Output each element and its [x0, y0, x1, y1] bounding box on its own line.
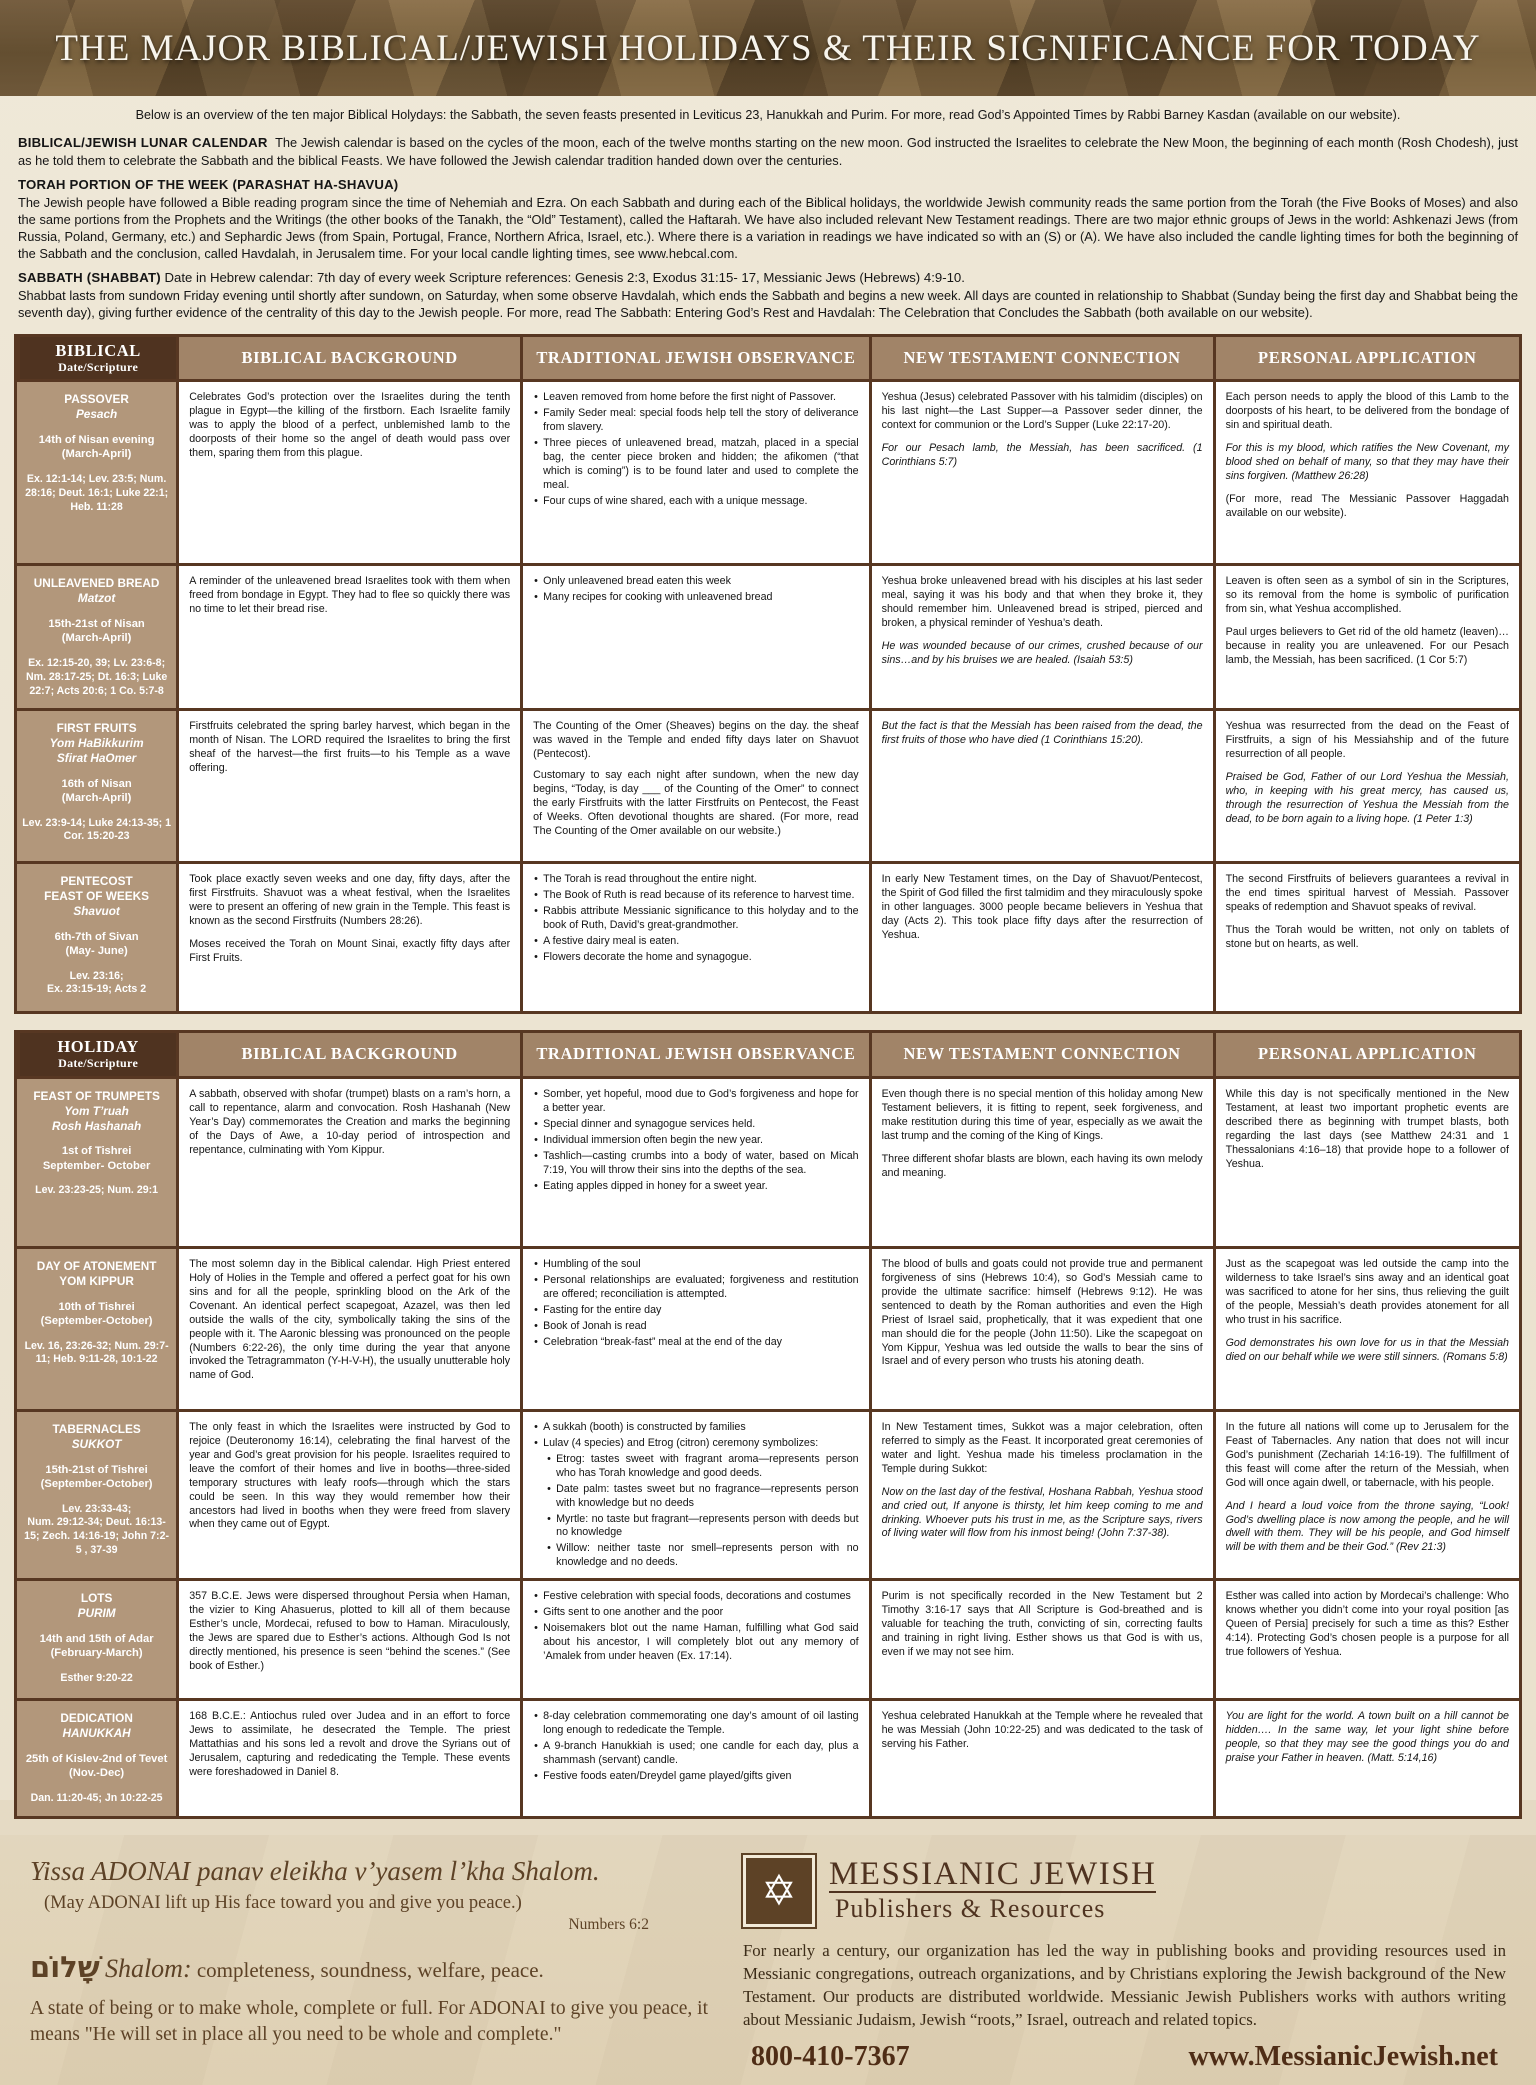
cell-new-testament-connection — [869, 379, 1213, 563]
cell-jewish-observance — [520, 708, 868, 861]
observance-item: • Celebration “break-fast” meal at the end of the day — [533, 1336, 858, 1350]
holiday-name: FEAST OF WEEKS — [44, 889, 149, 904]
holiday-row-pentecost — [17, 861, 1519, 1011]
shalom-paragraph: A state of being or to make whole, complete or full. For ADONAI to give you peace, it means "He will set in place all you need to be whole and complete." — [30, 1996, 709, 2049]
cell-paragraph: Moses received the Torah on Mount Sinai, exactly fifty days after First Fruits. — [189, 938, 510, 966]
cell-paragraph: For our Pesach lamb, the Messiah, has been sacrificed. (1 Corinthians 5:7) — [882, 442, 1203, 470]
holiday-date: 15th-21st of Tishrei (September-October) — [41, 1463, 153, 1492]
holiday-date: 25th of Kislev-2nd of Tevet (Nov.-Dec) — [22, 1752, 171, 1781]
shalom-definition-line — [30, 1950, 709, 1984]
holiday-label-unleavened-bread — [17, 563, 176, 708]
holiday-date: 1st of Tishrei September- October — [43, 1144, 151, 1173]
holiday-transliteration: PURIM — [78, 1606, 116, 1621]
cell-paragraph: The blood of bulls and goats could not provide true and permanent forgiveness of sins (Hebrews 10:4), so God’s Messiah came to provide the ultimate sacrifice: himself (Hebrews 9:12). He was sentenced to death by the Roman authorities and even the High Priest of Israel said, prophetically, that it was expedient that one man should die for the people (John 11:50). Like the scapegoat on Yom Kippur, Yeshua was led outside the walls to bear the sins of Israel and of every person who trusts his atoning death. — [882, 1258, 1203, 1369]
cell-new-testament-connection — [869, 1578, 1213, 1698]
observance-item: Customary to say each night after sundown, when the new day begins, “Today, is day ___ of the Counting of the Omer” to connect the early Firstfruits with the latter Firstfruits on Pentecost, the Feast of Weeks. Often devotional thoughts are shared. (For more, read The Counting of the Omer available on our website.) — [533, 769, 858, 839]
cell-paragraph: While this day is not specifically mentioned in the New Testament, at least two important prophetic events are described there as beginning with trumpet blasts, both regarding the last days (see Matthew 24:31 and 1 Thessalonians 4:16–18) that provide hope to a follower of Yeshua. — [1226, 1088, 1509, 1171]
observance-item: • Family Seder meal: special foods help tell the story of deliverance from slavery. — [533, 407, 858, 435]
observance-item: • Festive foods eaten/Dreydel game played/gifts given — [533, 1770, 858, 1784]
holiday-scripture: Lev. 23:16; Ex. 23:15-19; Acts 2 — [47, 970, 146, 998]
cell-personal-application — [1213, 1246, 1519, 1409]
cell-paragraph: In New Testament times, Sukkot was a major celebration, often referred to simply as the Feast. It incorporated great ceremonies of water and light. Yeshua made his timeless proclamation in the Temple during Sukkot: — [882, 1421, 1203, 1477]
holiday-name: FIRST FRUITS — [57, 721, 137, 736]
holiday-row-passover — [17, 379, 1519, 563]
observance-item: • The Book of Ruth is read because of its reference to harvest time. — [533, 889, 858, 903]
publisher-name-line1: MESSIANIC JEWISH — [829, 1857, 1156, 1892]
cell-jewish-observance — [520, 563, 868, 708]
holiday-scripture: Lev. 23:33-43; Num. 29:12-34; Deut. 16:13-15; Zech. 14:16-19; John 7:2-5 , 37-39 — [22, 1503, 171, 1558]
holiday-name: DEDICATION — [60, 1711, 133, 1726]
cell-biblical-background — [176, 563, 520, 708]
holiday-scripture: Lev. 23:9-14; Luke 24:13-35; 1 Cor. 15:20-23 — [22, 817, 171, 845]
torah-portion-heading: TORAH PORTION OF THE WEEK (PARASHAT HA-SHAVUA) — [18, 177, 1518, 192]
observance-item: • Festive celebration with special foods, decorations and costumes — [533, 1590, 858, 1604]
cell-jewish-observance — [520, 861, 868, 1011]
shalom-hebrew-text: שָׁלוֹם — [30, 1950, 100, 1984]
observance-item: • Rabbis attribute Messianic significance to this holyday and to the book of Ruth, David’s great-grandmother. — [533, 905, 858, 933]
holiday-name: LOTS — [81, 1591, 112, 1606]
holiday-label-dedication — [17, 1698, 176, 1815]
publisher-description: For nearly a century, our organization has led the way in publishing books and providing resources used in Messianic congregations, outreach organizations, and by Christians exploring the Jewish background of the New Testament. Our products are distributed worldwide. Messianic Jewish Publishers works with authors writing about Messianic Judaism, Jewish “roots,” Israel, outreach and related topics. — [743, 1939, 1506, 2032]
observance-item: • Only unleavened bread eaten this week — [533, 575, 858, 589]
observance-item: • Lulav (4 species) and Etrog (citron) ceremony symbolizes: — [533, 1437, 858, 1451]
cell-jewish-observance — [520, 1076, 868, 1246]
holiday-name: FEAST OF TRUMPETS — [33, 1089, 160, 1104]
holiday-transliteration: Yom HaBikkurim — [50, 736, 144, 751]
holiday-row-first-fruits — [17, 708, 1519, 861]
cell-jewish-observance — [520, 1409, 868, 1578]
observance-item: • 8-day celebration commemorating one day’s amount of oil lasting long enough to rededicate the Temple. — [533, 1710, 858, 1738]
publisher-column — [743, 1855, 1506, 2074]
page-title: THE MAJOR BIBLICAL/JEWISH HOLIDAYS & THEIR SIGNIFICANCE FOR TODAY — [55, 27, 1480, 70]
publisher-name — [829, 1857, 1156, 1925]
holiday-label-day-of-atonement — [17, 1246, 176, 1409]
cell-paragraph: Praised be God, Father of our Lord Yeshua the Messiah, who, in keeping with his great mercy, has caused us, through the resurrection of Yeshua the Messiah from the dead, to be born again to a living hope. (1 Peter 1:3) — [1226, 771, 1509, 827]
observance-item: • Gifts sent to one another and the poor — [533, 1606, 858, 1620]
blessing-transliteration: Yissa ADONAI panav eleikha v’yasem l’kha Shalom. — [30, 1855, 709, 1887]
header-traditional-jewish-observance: TRADITIONAL JEWISH OBSERVANCE — [520, 1033, 868, 1076]
cell-paragraph: But the fact is that the Messiah has been raised from the dead, the first fruits of those who have died (1 Corinthians 15:20). — [882, 720, 1203, 748]
holiday-scripture: Lev. 16, 23:26-32; Num. 29:7-11; Heb. 9:11-28, 10:1-22 — [22, 1340, 171, 1368]
holiday-scripture: Lev. 23:23-25; Num. 29:1 — [35, 1184, 158, 1198]
holiday-transliteration: Shavuot — [73, 904, 120, 919]
cell-jewish-observance — [520, 1698, 868, 1815]
holiday-name: PASSOVER — [64, 392, 129, 407]
holiday-date: 10th of Tishrei (September-October) — [41, 1300, 153, 1329]
observance-item: • Date palm: tastes sweet but no fragrance—represents person with knowledge but no deeds — [546, 1483, 858, 1511]
cell-biblical-background — [176, 1076, 520, 1246]
header-personal-application: PERSONAL APPLICATION — [1213, 1033, 1519, 1076]
cell-paragraph: Yeshua celebrated Hanukkah at the Temple where he revealed that he was Messiah (John 10:22-25) and was dedicated to the task of serving his Father. — [882, 1710, 1203, 1752]
holiday-label-feast-of-trumpets — [17, 1076, 176, 1246]
holiday-row-feast-of-trumpets — [17, 1076, 1519, 1246]
holiday-transliteration: Yom T’ruah — [64, 1104, 128, 1119]
cell-paragraph: The most solemn day in the Biblical calendar. High Priest entered Holy of Holies in the Temple and offered a perfect goat for his own sins and for all the people, sprinkling blood on the Ark of the Covenant. An identical perfect scapegoat, Azazel, was then led outside the walls of the city, symbolically taking the sins of the people with it. The Aaronic blessing was pronounced on the people (Numbers 6:22-26), the only time during the year that anyone invoked the Tetragrammaton (Y-H-V-H), the usually unutterable holy name of God. — [189, 1258, 510, 1383]
holiday-scripture: Ex. 12:1-14; Lev. 23:5; Num. 28:16; Deut. 16:1; Luke 22:1; Heb. 11:28 — [22, 473, 171, 514]
cell-paragraph: Three different shofar blasts are blown, each having its own melody and meaning. — [882, 1153, 1203, 1181]
blessing-translation: (May ADONAI lift up His face toward you and give you peace.) — [30, 1893, 709, 1914]
torah-portion-paragraph: The Jewish people have followed a Bible reading program since the time of Nehemiah and Ezra. On each Sabbath and during each of the Biblical holidays, the worldwide Jewish community reads the same portion from the Torah (the Five Books of Moses) and also the same portions from the Prophets and the Writings (the other books of the Tanakh, the “Old” Testament), called the Haftarah. We have also included relevant New Testament readings. There are two major ethnic groups of Jews in the world: Ashkenazi Jews (from Russia, Poland, Germany, etc.) and Sephardic Jews (from Spain, Portugal, France, Northern Africa, Israel, etc.). Where there is a variation in readings we have indicated so with an (S) or (A). We have also included the candle lighting times for both the beginning of the Sabbath and the conclusion, called Havdalah, in Jerusalem time. For your local candle lighting times, see www.hebcal.com. — [18, 194, 1518, 262]
holiday-date: 16th of Nisan (March-April) — [61, 777, 131, 806]
cell-paragraph: For this is my blood, which ratifies the New Covenant, my blood shed on behalf of many, so that they may have their sins forgiven. (Matthew 26:28) — [1226, 442, 1509, 484]
cell-paragraph: You are light for the world. A town built on a hill cannot be hidden…. In the same way, let your light shine before people, so that they may see the good things you do and praise your Father in heaven. (Matt. 5:14,16) — [1226, 1710, 1509, 1766]
cell-personal-application — [1213, 1076, 1519, 1246]
header-new-testament-connection: NEW TESTAMENT CONNECTION — [869, 1033, 1213, 1076]
cell-biblical-background — [176, 1246, 520, 1409]
header-personal-application: PERSONAL APPLICATION — [1213, 337, 1519, 380]
cell-personal-application — [1213, 1409, 1519, 1578]
cell-personal-application — [1213, 563, 1519, 708]
holiday-scripture: Dan. 11:20-45; Jn 10:22-25 — [31, 1792, 163, 1806]
cell-personal-application — [1213, 861, 1519, 1011]
holiday-transliteration: Sfirat HaOmer — [57, 751, 136, 766]
cell-paragraph: 168 B.C.E.: Antiochus ruled over Judea and in an effort to force Jews to assimilate, he desecrated the Temple. The priest Mattathias and his sons led a revolt and drove the Syrians out of Jerusalem, capturing and rededicating the Temple. These events were foreshadowed in Daniel 8. — [189, 1710, 510, 1780]
observance-item: • Somber, yet hopeful, mood due to God’s forgiveness and hope for a better year. — [533, 1088, 858, 1116]
holiday-name: TABERNACLES — [52, 1422, 140, 1437]
cell-new-testament-connection — [869, 1409, 1213, 1578]
cell-paragraph: In the future all nations will come up to Jerusalem for the Feast of Tabernacles. Any nation that does not will incur God’s punishment (Zechariah 14:16-19). The fulfillment of this feast will come after the return of the Messiah, when God will once again dwell, or tabernacle, with his people. — [1226, 1421, 1509, 1491]
shalom-definition: completeness, soundness, welfare, peace. — [197, 1958, 544, 1982]
star-of-david-icon: ✡ — [743, 1855, 815, 1927]
holiday-date: 14th and 15th of Adar (February-March) — [40, 1632, 154, 1661]
cell-jewish-observance — [520, 1246, 868, 1409]
cell-personal-application — [1213, 1578, 1519, 1698]
cell-biblical-background — [176, 1578, 520, 1698]
holiday-label-passover — [17, 379, 176, 563]
cell-paragraph: Now on the last day of the festival, Hoshana Rabbah, Yeshua stood and cried out, If anyone is thirsty, let him keep coming to me and drinking. Whoever puts his trust in me, as the Scripture says, rivers of living water will flow from his inmost being! (John 7:37-38). — [882, 1486, 1203, 1542]
observance-item: • Leaven removed from home before the first night of Passover. — [533, 391, 858, 405]
cell-paragraph: Each person needs to apply the blood of this Lamb to the doorposts of his heart, to be delivered from the bondage of sin and spiritual death. — [1226, 391, 1509, 433]
cell-jewish-observance — [520, 1578, 868, 1698]
table-header-row — [17, 1033, 1519, 1076]
cell-paragraph: The only feast in which the Israelites were instructed by God to rejoice (Deuteronomy 16:14), celebrating the final harvest of the year and God’s great provision for his people. Israelites required to leave the comfort of their homes and live in booths—three-sided temporary structures with leafy roofs—through which the stars could be seen. In this way they would remember how their ancestors had lived in booths when they were freed from slavery when they came out of Egypt. — [189, 1421, 510, 1532]
observance-item: • Three pieces of unleavened bread, matzah, placed in a special bag, the center piece broken and hidden; the afikomen (“that which is coming”) is to be found later and used to complete the meal. — [533, 437, 858, 493]
observance-item: • Noisemakers blot out the name Haman, fulfilling what God said about his ancestor, I will completely blot out any memory of ’Amalek from under heaven (Ex. 17:14). — [533, 1622, 858, 1664]
holiday-name: YOM KIPPUR — [59, 1274, 134, 1289]
cell-new-testament-connection — [869, 861, 1213, 1011]
cell-paragraph: Took place exactly seven weeks and one day, fifty days, after the first Firstfruits. Shavuot was a wheat festival, when the Israelites were to present an offering of new grain in the Temple. This feast is known as the second Firstfruits (Numbers 28:26). — [189, 873, 510, 929]
holiday-scripture: Ex. 12:15-20, 39; Lv. 23:6-8; Nm. 28:17-25; Dt. 16:3; Luke 22:7; Acts 20:6; 1 Co. 5:7-8 — [22, 657, 171, 698]
sabbath-heading: SABBATH (SHABBAT) — [18, 270, 161, 285]
observance-item: • Many recipes for cooking with unleavened bread — [533, 591, 858, 605]
cell-paragraph: And I heard a loud voice from the throne saying, “Look! God’s dwelling place is now among the people, and he will dwell with them. They will be his people, and God himself will be with them and be their God.” (Rev 21:3) — [1226, 1500, 1509, 1556]
observance-item: • Willow: neither taste nor smell–represents person with no knowledge and no deeds. — [546, 1542, 858, 1570]
cell-paragraph: God demonstrates his own love for us in that the Messiah died on our behalf while we were still sinners. (Romans 5:8) — [1226, 1337, 1509, 1365]
cell-new-testament-connection — [869, 1246, 1213, 1409]
holiday-name: UNLEAVENED BREAD — [34, 576, 160, 591]
observance-item: The Counting of the Omer (Sheaves) begins on the day. the sheaf was waved in the Temple and ended fifty days later on Shavuot (Pentecost). — [533, 720, 858, 762]
header-biblical-background: BIBLICAL BACKGROUND — [176, 1033, 520, 1076]
title-banner — [0, 0, 1536, 96]
cell-paragraph: The second Firstfruits of believers guarantees a revival in the end times spiritual harvest of Messiah. Passover speaks of redemption and Shavuot speaks of revival. — [1226, 873, 1509, 915]
cell-personal-application — [1213, 379, 1519, 563]
holiday-date: 15th-21st of Nisan (March-April) — [48, 617, 144, 646]
cell-new-testament-connection — [869, 1698, 1213, 1815]
biblical-feasts-table — [14, 334, 1522, 1015]
observance-item: • Myrtle: no taste but fragrant—represents person with deeds but no knowledge — [546, 1513, 858, 1541]
holiday-transliteration: Pesach — [76, 407, 117, 422]
footer — [0, 1835, 1536, 2085]
cell-paragraph: Thus the Torah would be written, not only on tablets of stone but on hearts, as well. — [1226, 924, 1509, 952]
holiday-row-day-of-atonement — [17, 1246, 1519, 1409]
cell-paragraph: He was wounded because of our crimes, crushed because of our sins…and by his bruises we are healed. (Isaiah 53:5) — [882, 640, 1203, 668]
cell-personal-application — [1213, 1698, 1519, 1815]
cell-paragraph: Purim is not specifically recorded in the New Testament but 2 Timothy 3:16-17 says that All Scripture is God-breathed and is valuable for teaching the truth, convicting of sin, correcting faults and training in right living. Esther shows us that God is with us, even if we may not see him. — [882, 1590, 1203, 1660]
blessing-column — [30, 1855, 709, 2074]
sabbath-paragraph: Shabbat lasts from sundown Friday evening until shortly after sundown, on Saturday, when some observe Havdalah, which ends the Sabbath and begins a new week. All days are counted in relationship to Shabbat (Sunday being the first day and Shabbat being the seventh day), giving further evidence of the centrality of this day to the Jewish people. For more, read The Sabbath: Entering God’s Rest and Havdalah: The Celebration that Concludes the Sabbath (both available on our website). — [18, 287, 1518, 321]
cell-paragraph: Paul urges believers to Get rid of the old hametz (leaven)…because in reality you are unleavened. For our Pesach lamb, the Messiah, has been sacrificed. (1 Cor 5:7) — [1226, 626, 1509, 668]
shalom-word: Shalom: — [105, 1954, 192, 1983]
header-date-scripture: HOLIDAY Date/Scripture — [17, 1033, 176, 1076]
cell-paragraph: A reminder of the unleavened bread Israelites took with them when freed from bondage in Egypt. They had to flee so quickly there was no time to let their bread rise. — [189, 575, 510, 617]
observance-item: • Four cups of wine shared, each with a unique message. — [533, 495, 858, 509]
holiday-transliteration: Rosh Hashanah — [52, 1119, 141, 1134]
observance-item: • Humbling of the soul — [533, 1258, 858, 1272]
header-biblical-background: BIBLICAL BACKGROUND — [176, 337, 520, 380]
cell-biblical-background — [176, 708, 520, 861]
holiday-label-lots — [17, 1578, 176, 1698]
holiday-row-lots — [17, 1578, 1519, 1698]
phone-number: 800-410-7367 — [751, 2041, 910, 2073]
cell-new-testament-connection — [869, 1076, 1213, 1246]
holiday-transliteration: Matzot — [78, 591, 115, 606]
holiday-scripture: Esther 9:20-22 — [60, 1672, 132, 1686]
cell-biblical-background — [176, 1698, 520, 1815]
cell-paragraph: 357 B.C.E. Jews were dispersed throughout Persia when Haman, the vizier to King Ahasuerus, plotted to kill all of them because Esther’s uncle, Mordecai, refused to bow to Haman. Miraculously, the Jews are spared due to Esther’s actions. Although God Is not directly mentioned, his presence is seen “behind the scenes.” (See book of Esther.) — [189, 1590, 510, 1673]
lunar-calendar-heading: BIBLICAL/JEWISH LUNAR CALENDAR — [18, 135, 268, 150]
holiday-feasts-table — [14, 1030, 1522, 1818]
cell-biblical-background — [176, 379, 520, 563]
cell-paragraph: Even though there is no special mention of this holiday among New Testament believers, it is fitting to repent, seek forgiveness, and make restitution during this time of year, especially as we await the last trump and the coming of the King of Kings. — [882, 1088, 1203, 1144]
observance-item: • Book of Jonah is read — [533, 1320, 858, 1334]
contact-line — [743, 2041, 1506, 2073]
overview-note: Below is an overview of the ten major Biblical Holydays: the Sabbath, the seven feasts presented in Leviticus 23, Hanukkah and Purim. For more, read God’s Appointed Times by Rabbi Barney Kasdan (available on our website). — [18, 108, 1518, 122]
cell-paragraph: Just as the scapegoat was led outside the camp into the wilderness to take Israel’s sins away and an identical goat was sacrificed to atone for her sins, thus relieving the guilt of the people, Messiah’s death provides atonement for all who trust in his sacrifice. — [1226, 1258, 1509, 1328]
cell-paragraph: Yeshua was resurrected from the dead on the Feast of Firstfruits, a sign of his Messiahship and of the future resurrection of all people. — [1226, 720, 1509, 762]
cell-biblical-background — [176, 861, 520, 1011]
observance-item: • Eating apples dipped in honey for a sweet year. — [533, 1180, 858, 1194]
holiday-name: DAY OF ATONEMENT — [37, 1259, 157, 1274]
observance-item: • Special dinner and synagogue services held. — [533, 1118, 858, 1132]
cell-paragraph: Esther was called into action by Mordecai’s challenge: Who knows whether you didn’t come into your royal position [as Queen of Persia] precisely for such a time as this? Esther 4:14). Protecting God’s chosen people is a purpose for all true followers of Yeshua. — [1226, 1590, 1509, 1660]
lunar-calendar-paragraph: BIBLICAL/JEWISH LUNAR CALENDAR The Jewish calendar is based on the cycles of the moon, each of the twelve months starting on the new moon. God instructed the Israelites to celebrate the New Moon, the beginning of each month (Rosh Chodesh), just as he told them to celebrate the Sabbath and the biblical Feasts. We have followed the Jewish calendar tradition handed down over the centuries. — [18, 134, 1518, 169]
cell-paragraph: A sabbath, observed with shofar (trumpet) blasts on a ram’s horn, a call to repentance, alarm and convocation. Rosh Hashanah (New Year’s Day) commemorates the Creation and marks the beginning of the Days of Awe, a 10-day period of introspection and repentance, culminating with Yom Kippur. — [189, 1088, 510, 1158]
holiday-label-tabernacles — [17, 1409, 176, 1578]
holiday-transliteration: HANUKKAH — [63, 1726, 131, 1741]
observance-item: • A festive dairy meal is eaten. — [533, 935, 858, 949]
cell-paragraph: Yeshua (Jesus) celebrated Passover with his talmidim (disciples) on his last night—the Last Supper—a Passover seder dinner, the context for communion or the Lord’s Supper (Luke 22:17-20). — [882, 391, 1203, 433]
sabbath-heading-line: SABBATH (SHABBAT) Date in Hebrew calendar: 7th day of every week Scripture references: Genesis 2:3, Exodus 31:15- 17, Messianic Jews (Hebrews) 4:9-10. — [18, 270, 1518, 285]
observance-item: • Tashlich—casting crumbs into a body of water, based on Micah 7:19, You will throw their sins into the depths of the sea. — [533, 1150, 858, 1178]
holiday-row-unleavened-bread — [17, 563, 1519, 708]
cell-personal-application — [1213, 708, 1519, 861]
holiday-name: PENTECOST — [61, 874, 133, 889]
observance-item: • Individual immersion often begin the new year. — [533, 1134, 858, 1148]
observance-item: • The Torah is read throughout the entire night. — [533, 873, 858, 887]
holiday-label-pentecost — [17, 861, 176, 1011]
header-new-testament-connection: NEW TESTAMENT CONNECTION — [869, 337, 1213, 380]
publisher-name-line2: Publishers & Resources — [829, 1891, 1156, 1924]
holiday-date: 6th-7th of Sivan (May- June) — [55, 930, 139, 959]
cell-new-testament-connection — [869, 708, 1213, 861]
blessing-reference: Numbers 6:2 — [30, 1916, 709, 1934]
holiday-date: 14th of Nisan evening (March-April) — [39, 433, 155, 462]
website-link[interactable]: www.MessianicJewish.net — [1188, 2041, 1498, 2073]
intro-section — [0, 96, 1536, 328]
observance-item: • Fasting for the entire day — [533, 1304, 858, 1318]
publisher-header — [743, 1855, 1506, 1927]
holiday-row-dedication — [17, 1698, 1519, 1815]
cell-paragraph: Yeshua broke unleavened bread with his disciples at his last seder meal, saying it was his body and that when they broke it, they should remember him. Unleavened bread is striped, pierced and broken, a physical reminder of Yeshua’s death. — [882, 575, 1203, 631]
cell-jewish-observance — [520, 379, 868, 563]
holiday-row-tabernacles — [17, 1409, 1519, 1578]
holiday-transliteration: SUKKOT — [72, 1437, 122, 1452]
observance-item: • Etrog: tastes sweet with fragrant aroma—represents person who has Torah knowledge and good deeds. — [546, 1453, 858, 1481]
holiday-label-first-fruits — [17, 708, 176, 861]
observance-item: • A sukkah (booth) is constructed by families — [533, 1421, 858, 1435]
cell-biblical-background — [176, 1409, 520, 1578]
observance-item: • Personal relationships are evaluated; forgiveness and restitution are offered; reconciliation is attempted. — [533, 1274, 858, 1302]
cell-paragraph: Leaven is often seen as a symbol of sin in the Scriptures, so its removal from the home is symbolic of purification from sin, what Yeshua accomplished. — [1226, 575, 1509, 617]
observance-item: • Flowers decorate the home and synagogue. — [533, 951, 858, 965]
header-traditional-jewish-observance: TRADITIONAL JEWISH OBSERVANCE — [520, 337, 868, 380]
observance-item: • A 9-branch Hanukkiah is used; one candle for each day, plus a shammash (servant) candle. — [533, 1740, 858, 1768]
cell-paragraph: Celebrates God’s protection over the Israelites during the tenth plague in Egypt—the killing of the firstborn. Each Israelite family was to apply the blood of a perfect, unblemished lamb to the doorposts of their home so the angel of death would pass over them, sparing them from this plague. — [189, 391, 510, 461]
table-header-row — [17, 337, 1519, 380]
cell-paragraph: In early New Testament times, on the Day of Shavuot/Pentecost, the Spirit of God filled the first talmidim and they miraculously spoke in other languages. 3000 people became believers in Yeshua that day (Acts 2). This took place fifty days after the resurrection of Yeshua. — [882, 873, 1203, 943]
cell-paragraph: (For more, read The Messianic Passover Haggadah available on our website). — [1226, 493, 1509, 521]
cell-paragraph: Firstfruits celebrated the spring barley harvest, which began in the month of Nisan. The LORD required the Israelites to bring the first sheaf of the harvest—the first fruits—to his Temple as a wave offering. — [189, 720, 510, 776]
header-date-scripture: BIBLICAL Date/Scripture — [17, 337, 176, 380]
cell-new-testament-connection — [869, 563, 1213, 708]
